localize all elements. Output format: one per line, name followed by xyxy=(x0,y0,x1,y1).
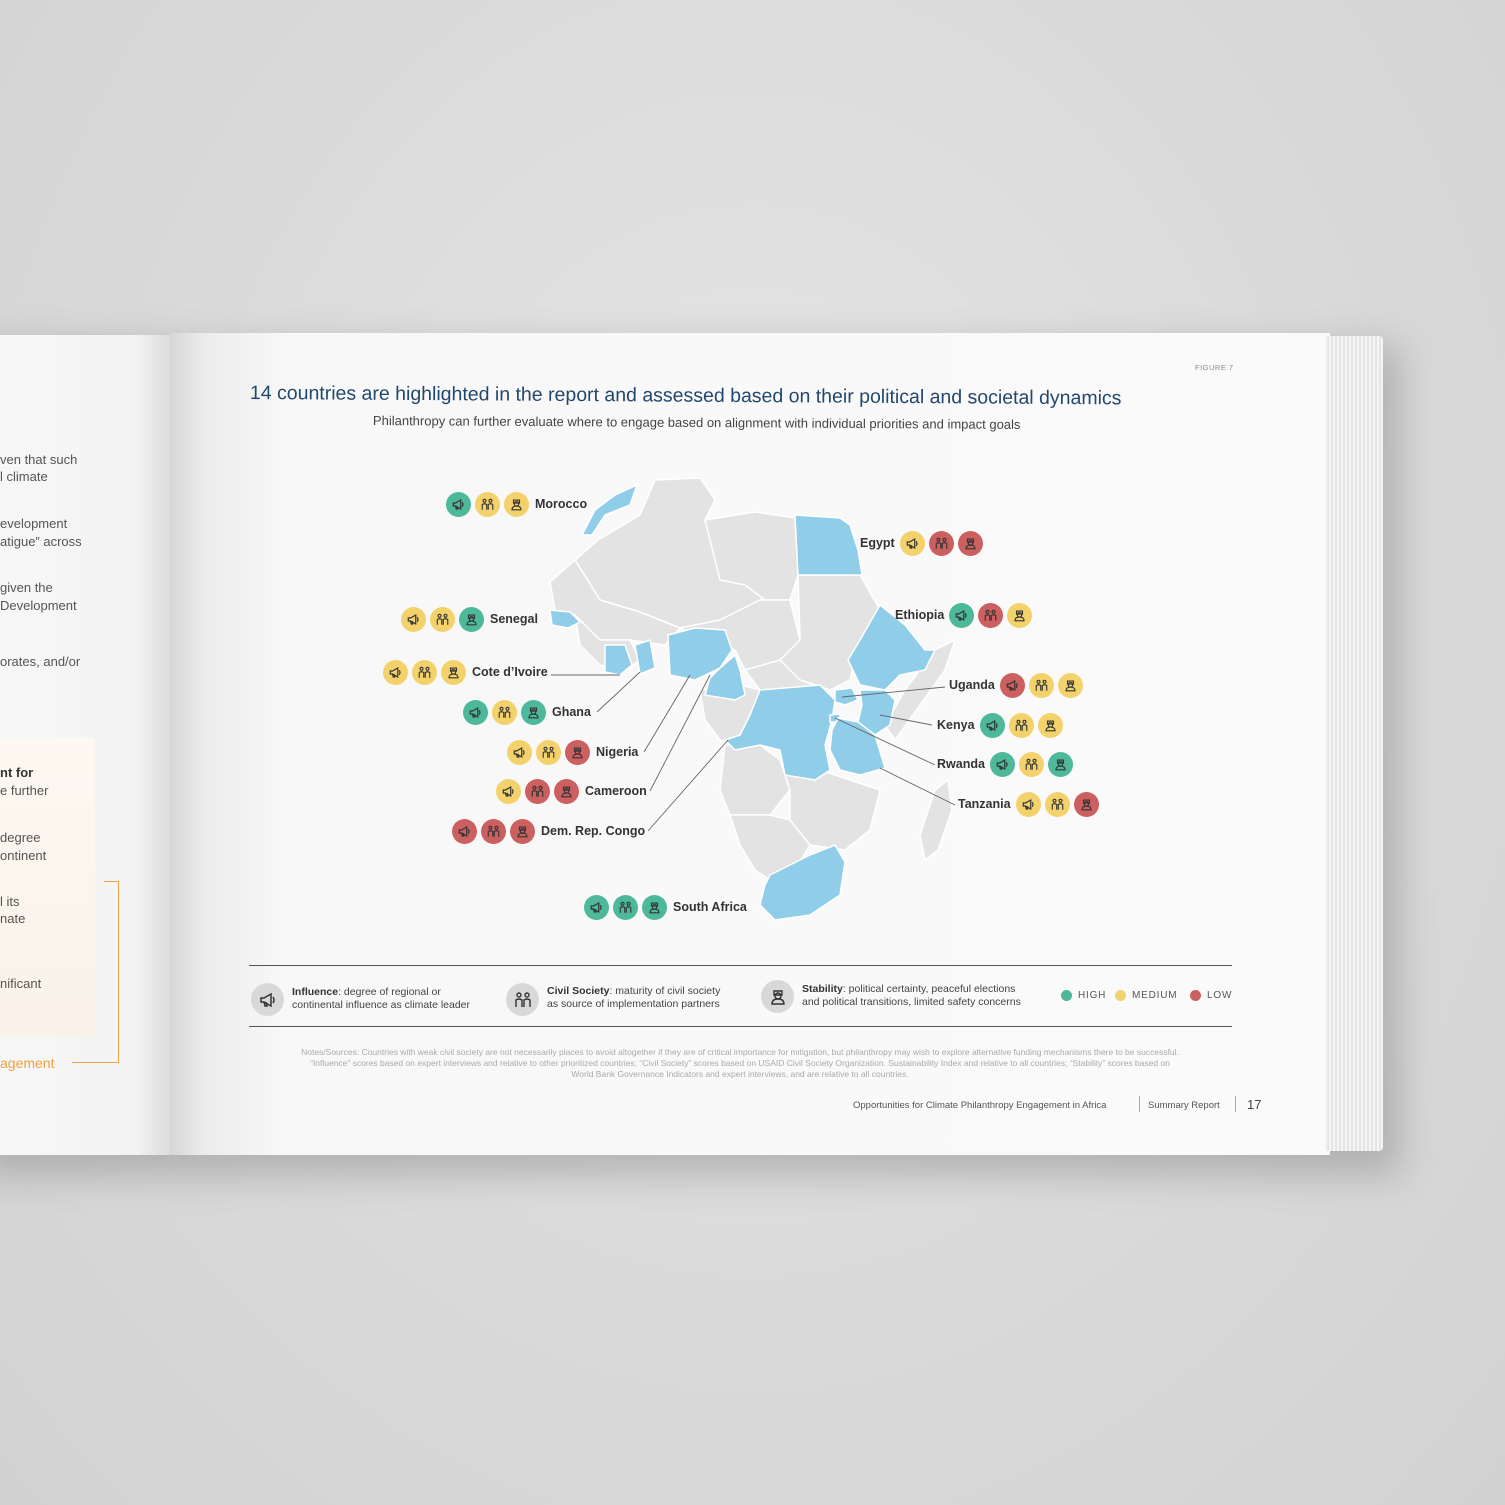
legend-rule-bottom xyxy=(249,1026,1232,1027)
callout-line: nate xyxy=(0,911,26,926)
callout-line: nificant xyxy=(0,976,42,991)
low-swatch xyxy=(1190,990,1201,1001)
left-page-line: given the xyxy=(0,580,53,595)
legend-key-medium xyxy=(1115,990,1177,1001)
left-page-line: Development xyxy=(0,598,77,613)
person-icon xyxy=(958,531,983,556)
people-icon xyxy=(536,740,561,765)
legend-key-low-label: LOW xyxy=(1207,990,1233,1001)
megaphone-icon xyxy=(401,607,426,632)
figure-title: 14 countries are highlighted in the report and assessed based on their political and societal dynamics xyxy=(249,382,1122,410)
people-icon xyxy=(492,700,517,725)
people-icon xyxy=(430,607,455,632)
rating-dots-dem-rep-congo xyxy=(452,819,535,844)
rating-dots-senegal xyxy=(401,607,484,632)
legend-civil-society-desc: as source of implementation partners xyxy=(547,998,720,1010)
rating-dots-egypt xyxy=(900,531,983,556)
rating-dots-ghana xyxy=(463,700,546,725)
megaphone-icon xyxy=(1016,792,1041,817)
region-madagascar xyxy=(920,780,952,860)
megaphone-icon xyxy=(496,779,521,804)
medium-swatch xyxy=(1115,990,1126,1001)
rating-dots-rwanda xyxy=(990,752,1073,777)
left-page-line: ven that such xyxy=(0,452,78,467)
leader-line xyxy=(644,675,690,752)
people-icon xyxy=(506,983,539,1016)
footer-divider xyxy=(1139,1096,1140,1112)
country-label-cameroon: Cameroon xyxy=(585,784,647,798)
rating-dots-morocco xyxy=(446,492,529,517)
person-icon xyxy=(459,607,484,632)
callout-line: e further xyxy=(0,783,49,798)
person-icon xyxy=(441,660,466,685)
country-label-egypt: Egypt xyxy=(860,536,895,550)
rating-dots-cameroon xyxy=(496,779,579,804)
rating-dots-south-africa xyxy=(584,895,667,920)
region-angola xyxy=(720,745,790,815)
megaphone-icon xyxy=(584,895,609,920)
megaphone-icon xyxy=(949,603,974,628)
person-icon xyxy=(510,819,535,844)
people-icon xyxy=(1019,752,1044,777)
legend-key-medium-label: MEDIUM xyxy=(1132,990,1178,1001)
country-label-cote-d-ivoire: Cote d’Ivoire xyxy=(472,665,548,679)
megaphone-icon xyxy=(900,531,925,556)
legend-rule-top xyxy=(249,965,1232,966)
megaphone-icon xyxy=(463,700,488,725)
footer-report-title: Opportunities for Climate Philanthropy Engagement in Africa xyxy=(853,1100,1107,1111)
people-icon xyxy=(525,779,550,804)
legend-key-high xyxy=(1061,990,1106,1001)
legend-stability-desc: and political transitions, limited safety concerns xyxy=(802,996,1021,1008)
legend-stability xyxy=(802,983,1021,1009)
figure-tag: FIGURE 7 xyxy=(1195,363,1234,372)
footer-section: Summary Report xyxy=(1148,1100,1220,1111)
people-icon xyxy=(1045,792,1070,817)
country-label-ethiopia: Ethiopia xyxy=(895,608,945,622)
leader-line xyxy=(648,740,728,831)
rating-dots-kenya xyxy=(980,713,1063,738)
leader-line xyxy=(597,672,640,712)
country-label-rwanda: Rwanda xyxy=(937,757,985,771)
people-icon xyxy=(1029,673,1054,698)
callout-line: l its xyxy=(0,894,20,909)
country-label-nigeria: Nigeria xyxy=(596,745,639,759)
megaphone-icon xyxy=(990,752,1015,777)
legend-key-low xyxy=(1190,990,1232,1001)
country-egypt xyxy=(795,515,862,575)
legend-influence-desc: continental influence as climate leader xyxy=(292,999,471,1011)
person-icon xyxy=(1007,603,1032,628)
callout-line: nt for xyxy=(0,765,34,780)
person-icon xyxy=(504,492,529,517)
person-icon xyxy=(521,700,546,725)
country-ghana xyxy=(635,640,655,674)
person-icon xyxy=(1058,673,1083,698)
country-label-tanzania: Tanzania xyxy=(958,797,1011,811)
page-number: 17 xyxy=(1247,1097,1262,1112)
person-icon xyxy=(1038,713,1063,738)
person-icon xyxy=(761,980,794,1013)
legend-stability-desc: : political certainty, peaceful elections xyxy=(842,983,1016,995)
legend-influence-desc: : degree of regional or xyxy=(338,986,441,998)
country-label-uganda: Uganda xyxy=(949,678,995,692)
legend-stability-label: Stability xyxy=(802,983,843,995)
country-label-senegal: Senegal xyxy=(490,612,538,626)
left-page-line: l climate xyxy=(0,469,48,484)
rating-dots-cote-d-ivoire xyxy=(383,660,466,685)
notes-sources: Notes/Sources: Countries with weak civil society are not necessarily places to avoid altogether if they are of critical importance for mitigation, but philanthropy may wish to explore alternative funding mechanisms there to be successful. “Influence” scores based on expert interviews and relative to other prioritized countries; “Civil Society” scores based on USAID Civil Society Organization. Sustainability Index and relative to all countries; “Stability” scores based on World Bank Governance Indicators and expert interviews, and are relative to all countries. xyxy=(301,1047,1179,1079)
rating-dots-nigeria xyxy=(507,740,590,765)
rating-dots-tanzania xyxy=(1016,792,1099,817)
left-page-orange-text: agement xyxy=(0,1055,55,1071)
people-icon xyxy=(613,895,638,920)
people-icon xyxy=(1009,713,1034,738)
person-icon xyxy=(642,895,667,920)
people-icon xyxy=(412,660,437,685)
rating-dots-ethiopia xyxy=(949,603,1032,628)
people-icon xyxy=(475,492,500,517)
megaphone-icon xyxy=(980,713,1005,738)
legend-civil-society xyxy=(547,985,720,1011)
megaphone-icon xyxy=(507,740,532,765)
megaphone-icon xyxy=(251,983,284,1016)
left-page-line: orates, and/or xyxy=(0,654,81,669)
footer-divider xyxy=(1235,1096,1236,1112)
legend-civil-society-label: Civil Society xyxy=(547,985,610,997)
people-icon xyxy=(978,603,1003,628)
country-label-south-africa: South Africa xyxy=(673,900,747,914)
left-page-line: atigue” across xyxy=(0,534,82,549)
megaphone-icon xyxy=(1000,673,1025,698)
country-label-morocco: Morocco xyxy=(535,497,588,511)
left-page-line: evelopment xyxy=(0,516,68,531)
people-icon xyxy=(481,819,506,844)
country-label-kenya: Kenya xyxy=(937,718,975,732)
callout-line: degree xyxy=(0,830,41,845)
legend-key-high-label: HIGH xyxy=(1078,990,1107,1001)
person-icon xyxy=(554,779,579,804)
person-icon xyxy=(1048,752,1073,777)
legend-influence-label: Influence xyxy=(292,986,339,998)
rating-dots-uganda xyxy=(1000,673,1083,698)
figure-subtitle: Philanthropy can further evaluate where to engage based on alignment with individual priorities and impact goals xyxy=(372,413,1021,432)
country-label-ghana: Ghana xyxy=(552,705,591,719)
callout-line: ontinent xyxy=(0,848,47,863)
people-icon xyxy=(929,531,954,556)
legend-civil-society-desc: : maturity of civil society xyxy=(609,985,721,997)
person-icon xyxy=(565,740,590,765)
megaphone-icon xyxy=(383,660,408,685)
legend-influence xyxy=(292,986,470,1012)
megaphone-icon xyxy=(452,819,477,844)
person-icon xyxy=(1074,792,1099,817)
megaphone-icon xyxy=(446,492,471,517)
high-swatch xyxy=(1061,990,1072,1001)
country-label-dem-rep-congo: Dem. Rep. Congo xyxy=(541,824,646,838)
